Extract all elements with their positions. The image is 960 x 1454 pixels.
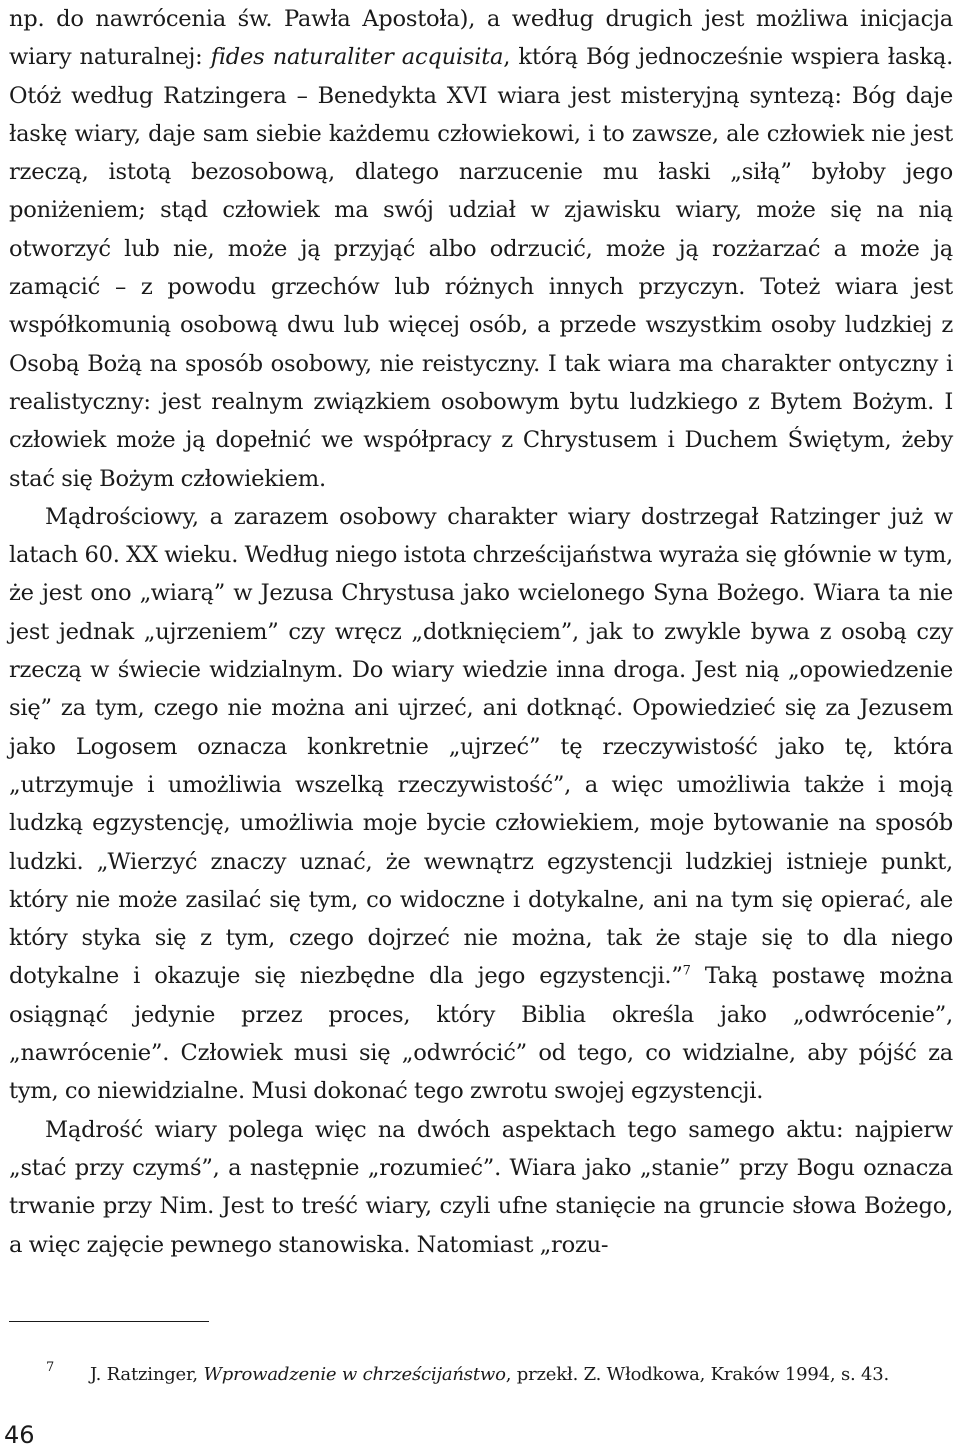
text-segment: Mądrościowy, a zarazem osobowy charakter wiary dostrzegał Ratzinger już w latach 60. XX wieku. Według niego istota chrześcijaństwa wyraża się głównie w tym, że jest ono „wiarą” w Jezusa Chrystusa jako wcielonego Syna Bożego. Wiara ta nie jest jednak „ujrzeniem” czy wręcz „dotknięciem”, jak to zwykle bywa z osobą czy rzeczą w świecie widzialnym. Do wiary wiedzie inna droga. Jest nią „opowiedzenie się” za tym, czego nie można ani ujrzeć, ani dotknąć. Opowiedzieć się za Jezusem jako Logosem oznacza konkretnie „ujrzeć” tę rzeczywistość jako tę, która „utrzymuje i umożliwia wszelką rzeczywistość”, a więc umożliwia także i moją ludzką egzystencję, umożliwia moje bycie człowiekiem, moje bytowanie na sposób ludzki. „Wierzyć znaczy uznać, że wewnątrz egzystencji ludzkiej istnieje punkt, który nie może zasilać się tym, co widoczne i dotykalne, ani na tym się opierać, ale który styka się z tym, czego dojrzeć nie można, tak że staje się to dla niego dotykalne i okazuje się niezbędne dla jego egzystencji.” [9,503,953,990]
page-body [9,0,953,1264]
text-segment: Mądrość wiary polega więc na dwóch aspektach tego samego aktu: najpierw „stać przy czymś”, a następnie „rozumieć”. Wiara jako „stanie” przy Bogu oznacza trwanie przy Nim. Jest to treść wiary, czyli ufne stanięcie na gruncie słowa Bożego, a więc zajęcie pewnego stanowiska. Natomiast „rozu- [9,1116,953,1258]
footnote-reference: 7 [682,963,691,979]
footnote-rest: , przekł. Z. Włodkowa, Kraków 1994, s. 43. [505,1364,890,1385]
footnote-title: Wprowadzenie w chrześcijaństwo [203,1364,506,1385]
text-segment: np. do nawrócenia św. Pawła Apostoła), a według drugich jest możliwa inicjacja wiary naturalnej: [9,6,953,71]
footnote-text [90,1363,889,1387]
text-segment: , którą Bóg jednocześnie wspiera łaską. Otóż według Ratzingera – Benedykta XVI wiara jest misteryjną syntezą: Bóg daje łaskę wiary, daje sam siebie każdemu człowiekowi, i to zawsze, ale człowiek nie jest rzeczą, istotą bezosobową, dlatego narzucenie mu łaski „siłą” byłoby jego poniżeniem; stąd człowiek ma swój udział w zjawisku wiary, może się na nią otworzyć lub nie, może ją przyjąć albo odrzucić, może ją rozżarzać a może ją zamącić – z powodu grzechów lub różnych innych przyczyn. Toteż wiara jest współkomunią osobową dwu lub więcej osób, a przede wszystkim osoby ludzkiej z Osobą Bożą na sposób osobowy, nie reistyczny. I tak wiara ma charakter ontyczny i realistyczny: jest realnym związkiem osobowym bytu ludzkiego z Bytem Bożym. I człowiek może ją dopełnić we współpracy z Chrystusem i Duchem Świętym, żeby stać się Bożym człowiekiem. [9,44,953,492]
paragraph-2 [9,498,953,1111]
italic-text: fides naturaliter acquisita [210,44,504,71]
footnote-number: 7 [46,1360,55,1375]
text-segment: Taką postawę można osiągnąć jedynie przez proces, który Biblia określa jako „odwrócenie”, „nawrócenie”. Człowiek musi się „odwrócić” od tego, co widzialne, aby pójść za tym, co niewidzialne. Musi dokonać tego zwrotu swojej egzystencji. [9,963,953,1105]
footnote-divider [9,1321,209,1322]
paragraph-1 [9,0,953,498]
page-number: 46 [4,1421,35,1449]
footnote-author: J. Ratzinger, [90,1364,204,1385]
paragraph-3 [9,1111,953,1264]
